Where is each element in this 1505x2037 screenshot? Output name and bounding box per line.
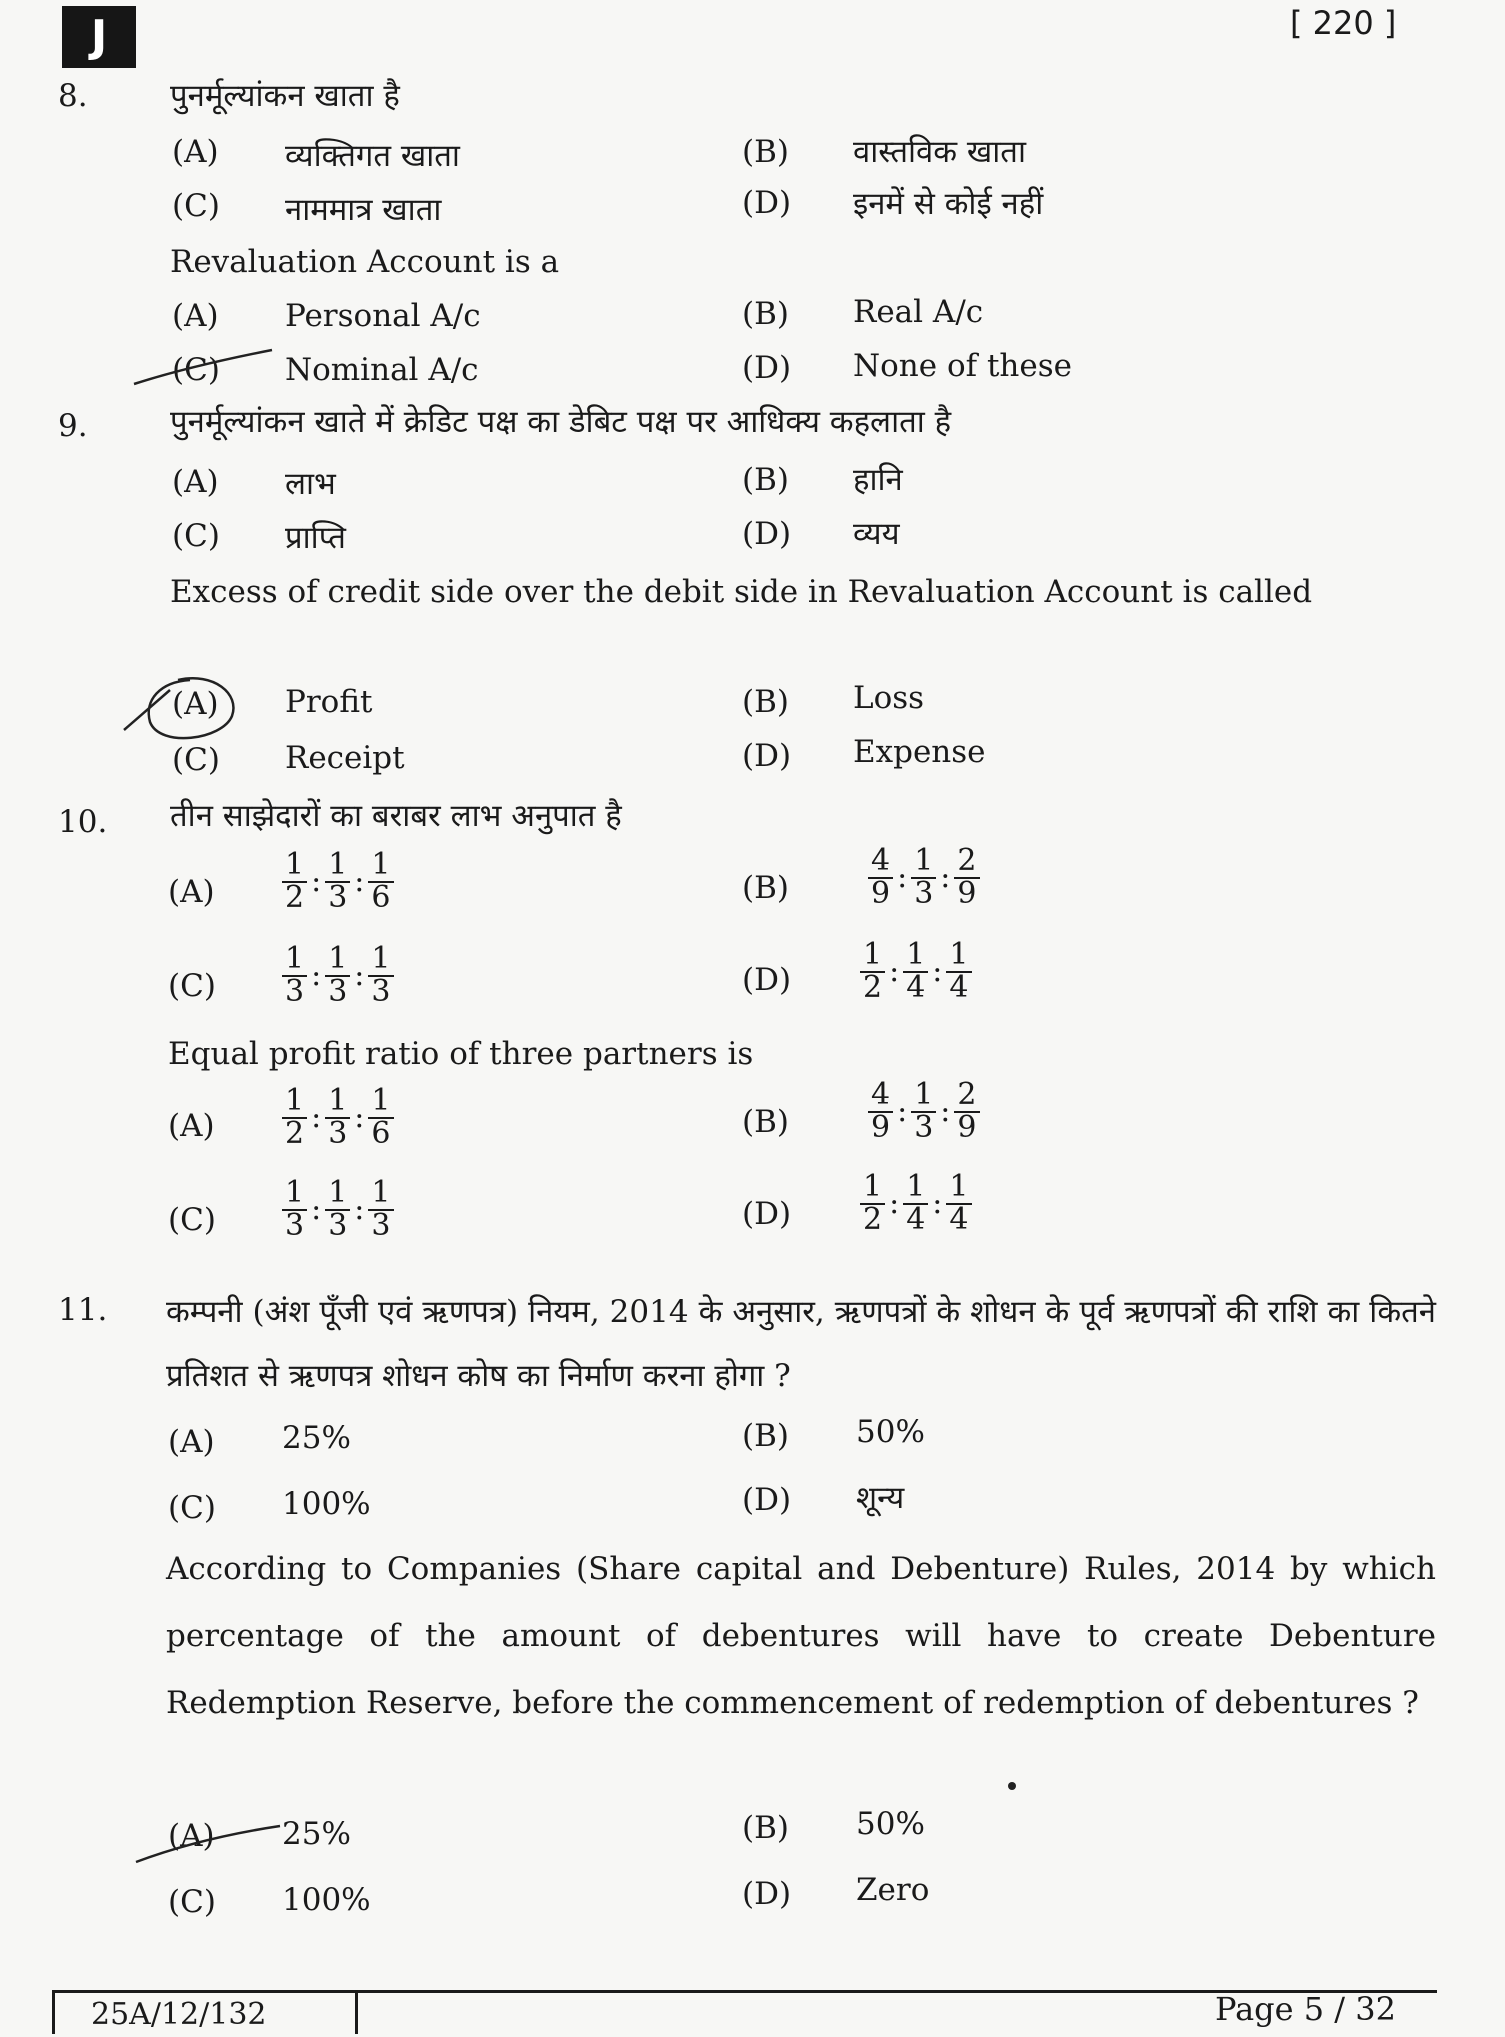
q8-option-a[interactable]: Personal A/c: [285, 298, 481, 334]
fraction: $\frac{1}{3}$: [282, 1178, 307, 1241]
fraction: $\frac{4}{9}$: [868, 1080, 893, 1143]
q10-option-d[interactable]: $\frac{1}{2}$ : $\frac{1}{4}$ : $\frac{1}{4}$: [860, 1172, 972, 1235]
fraction: $\frac{1}{4}$: [903, 940, 928, 1003]
q9-option-a[interactable]: Profit: [285, 684, 373, 720]
option-label: (B): [742, 684, 789, 720]
question-10-english-stem: Equal profit ratio of three partners is: [168, 1036, 754, 1072]
fraction: $\frac{1}{3}$: [368, 944, 393, 1007]
q11-hindi-option-c[interactable]: 100%: [282, 1486, 371, 1522]
option-label: (D): [742, 738, 792, 774]
q10-option-b[interactable]: $\frac{4}{9}$ : $\frac{1}{3}$ : $\frac{2}{9}$: [868, 1080, 980, 1143]
option-label: (A): [168, 1818, 215, 1854]
fraction: $\frac{1}{3}$: [368, 1178, 393, 1241]
footer-code: 25A/12/132: [52, 1993, 358, 2034]
option-label: (C): [172, 518, 220, 554]
q9-hindi-option-d[interactable]: व्यय: [853, 516, 900, 552]
option-label: (B): [742, 1810, 789, 1846]
q9-hindi-option-b[interactable]: हानि: [853, 462, 903, 498]
question-8-number: 8.: [58, 78, 88, 114]
option-label: (D): [742, 350, 792, 386]
option-label: (C): [172, 188, 220, 224]
q9-option-d[interactable]: Expense: [853, 734, 986, 770]
fraction: $\frac{1}{3}$: [911, 1080, 936, 1143]
fraction: $\frac{1}{3}$: [282, 944, 307, 1007]
option-label: (A): [172, 298, 219, 334]
fraction: $\frac{1}{3}$: [325, 944, 350, 1007]
option-label: (A): [172, 686, 219, 722]
page-code: [ 220 ]: [1290, 4, 1397, 42]
fraction: $\frac{1}{4}$: [903, 1172, 928, 1235]
q11-option-b[interactable]: 50%: [856, 1806, 925, 1842]
option-label: (A): [172, 134, 219, 170]
option-label: (C): [168, 1202, 216, 1238]
fraction: $\frac{1}{2}$: [860, 940, 885, 1003]
q8-hindi-option-d[interactable]: इनमें से कोई नहीं: [853, 186, 1044, 222]
option-label: (D): [742, 1876, 792, 1912]
option-label: (C): [168, 1490, 216, 1526]
option-label: (B): [742, 1104, 789, 1140]
fraction: $\frac{1}{2}$: [282, 850, 307, 913]
option-label: (A): [168, 874, 215, 910]
fraction: $\frac{1}{3}$: [325, 1086, 350, 1149]
q11-hindi-option-b[interactable]: 50%: [856, 1414, 925, 1450]
q10-hindi-option-d[interactable]: $\frac{1}{2}$ : $\frac{1}{4}$ : $\frac{1}{4}$: [860, 940, 972, 1003]
fraction: $\frac{1}{2}$: [282, 1086, 307, 1149]
q9-hindi-option-a[interactable]: लाभ: [285, 466, 336, 502]
q10-hindi-option-b[interactable]: $\frac{4}{9}$ : $\frac{1}{3}$ : $\frac{2}{9}$: [868, 846, 980, 909]
q9-option-b[interactable]: Loss: [853, 680, 925, 716]
question-9-english-stem: Excess of credit side over the debit side in Revaluation Account is called: [170, 574, 1313, 610]
question-11-english-stem: According to Companies (Share capital and Debenture) Rules, 2014 by which percentage of the amount of debentures will have to create Debenture Redemption Reserve, before the commencement of redemption of debentures ?: [166, 1551, 1436, 1721]
q10-option-a[interactable]: $\frac{1}{2}$ : $\frac{1}{3}$ : $\frac{1}{6}$: [282, 1086, 394, 1149]
q9-option-c[interactable]: Receipt: [285, 740, 405, 776]
question-9-hindi-stem: पुनर्मूल्यांकन खाते में क्रेडिट पक्ष का डेबिट पक्ष पर आधिक्य कहलाता है: [170, 404, 952, 440]
fraction: $\frac{2}{9}$: [954, 846, 979, 909]
fraction: $\frac{1}{2}$: [860, 1172, 885, 1235]
fraction: $\frac{2}{9}$: [954, 1080, 979, 1143]
option-label: (C): [168, 1884, 216, 1920]
question-11-hindi-stem: कम्पनी (अंश पूँजी एवं ऋणपत्र) नियम, 2014 के अनुसार, ऋणपत्रों के शोधन के पूर्व ऋणपत्रों की राशि का कितने प्रतिशत से ऋणपत्र शोधन कोष का निर्माण करना होगा ?: [166, 1294, 1436, 1394]
option-label: (B): [742, 870, 789, 906]
option-label: (D): [742, 516, 792, 552]
option-label: (C): [172, 352, 220, 388]
question-10-hindi-stem: तीन साझेदारों का बराबर लाभ अनुपात है: [170, 798, 622, 834]
option-label: (A): [172, 464, 219, 500]
q10-hindi-option-a[interactable]: $\frac{1}{2}$ : $\frac{1}{3}$ : $\frac{1}{6}$: [282, 850, 394, 913]
ink-dot: [1008, 1782, 1016, 1790]
option-label: (B): [742, 134, 789, 170]
option-label: (D): [742, 185, 792, 221]
question-10-number: 10.: [58, 804, 108, 840]
fraction: $\frac{1}{6}$: [368, 1086, 393, 1149]
fraction: $\frac{1}{4}$: [946, 1172, 971, 1235]
q8-option-d[interactable]: None of these: [853, 348, 1072, 384]
q9-hindi-option-c[interactable]: प्राप्ति: [285, 520, 346, 556]
option-label: (B): [742, 462, 789, 498]
q8-hindi-option-c[interactable]: नाममात्र खाता: [285, 192, 442, 228]
option-label: (D): [742, 1196, 792, 1232]
fraction: $\frac{4}{9}$: [868, 846, 893, 909]
question-8-hindi-stem: पुनर्मूल्यांकन खाता है: [170, 78, 400, 114]
fraction: $\frac{1}{3}$: [325, 850, 350, 913]
question-8-english-stem: Revaluation Account is a: [170, 244, 560, 280]
pen-tick-q9: [124, 690, 170, 730]
option-label: (B): [742, 296, 789, 332]
q11-option-a[interactable]: 25%: [282, 1816, 351, 1852]
q10-hindi-option-c[interactable]: $\frac{1}{3}$ : $\frac{1}{3}$ : $\frac{1}{3}$: [282, 944, 394, 1007]
option-label: (B): [742, 1418, 789, 1454]
fraction: $\frac{1}{6}$: [368, 850, 393, 913]
fraction: $\frac{1}{4}$: [946, 940, 971, 1003]
question-9-number: 9.: [58, 408, 88, 444]
fraction: $\frac{1}{3}$: [911, 846, 936, 909]
q8-hindi-option-a[interactable]: व्यक्तिगत खाता: [285, 138, 460, 174]
option-label: (A): [168, 1424, 215, 1460]
question-11-number: 11.: [58, 1292, 108, 1328]
q8-option-b[interactable]: Real A/c: [853, 294, 984, 330]
series-badge: J: [62, 6, 136, 68]
option-label: (A): [168, 1108, 215, 1144]
q11-hindi-option-d[interactable]: शून्य: [856, 1480, 905, 1516]
q8-hindi-option-b[interactable]: वास्तविक खाता: [853, 134, 1027, 170]
option-label: (D): [742, 1482, 792, 1518]
q11-hindi-option-a[interactable]: 25%: [282, 1420, 351, 1456]
fraction: $\frac{1}{3}$: [325, 1178, 350, 1241]
q11-option-d[interactable]: Zero: [856, 1872, 930, 1908]
option-label: (C): [172, 742, 220, 778]
q10-option-c[interactable]: $\frac{1}{3}$ : $\frac{1}{3}$ : $\frac{1}{3}$: [282, 1178, 394, 1241]
footer-page-number: Page 5 / 32: [1215, 1990, 1396, 2028]
option-label: (D): [742, 962, 792, 998]
q11-option-c[interactable]: 100%: [282, 1882, 371, 1918]
option-label: (C): [168, 968, 216, 1004]
q8-option-c[interactable]: Nominal A/c: [285, 352, 479, 388]
